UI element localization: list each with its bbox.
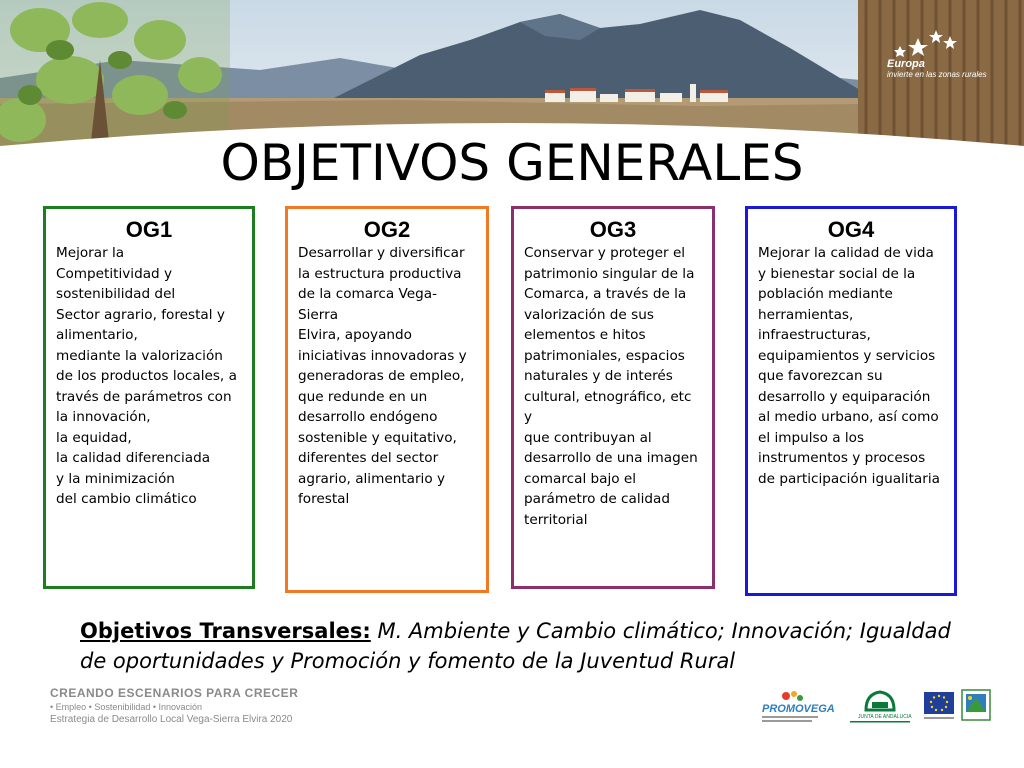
eu-slogan-subtitle: invierte en las zonas rurales (887, 70, 987, 79)
junta-wordmark: JUNTA DE ANDALUCIA (858, 714, 912, 720)
objective-code: OG4 (827, 217, 875, 242)
objective-box-og3 (511, 206, 715, 589)
objective-box-og2 (285, 206, 489, 593)
junta-andalucia-logo (850, 692, 912, 723)
objective-text: Mejorar la Competitividad y sostenibilidad del Sector agrario, forestal y alimentario, mediante la valorización de los productos locales, a través de parámetros con la innovación, la equidad, la calidad diferenciada y la minimización del cambio climático (56, 245, 237, 507)
objective-text: Mejorar la calidad de vida y bienestar social de la población mediante herramientas, infraestructuras, equipamientos y servicios que favorezcan su desarrollo y equiparación al medio urbano, así como el impulso a los instrumentos y procesos de participación igualitaria (758, 245, 940, 487)
eu-flag-icon (924, 692, 954, 719)
objective-code: OG1 (125, 217, 173, 242)
footer-slogan: CREANDO ESCENARIOS PARA CRECER (50, 686, 299, 700)
eu-slogan (887, 58, 987, 79)
footer-strategy (50, 686, 298, 725)
footer-strategy-name: Estrategia de Desarrollo Local Vega-Sierra Elvira 2020 (50, 714, 293, 725)
footer-pillars: • Empleo • Sostenibilidad • Innovación (50, 702, 203, 712)
objective-code: OG2 (363, 217, 411, 242)
page-title: OBJETIVOS GENERALES (220, 134, 804, 192)
landscape-illustration (0, 0, 1024, 150)
logo-strip (758, 688, 998, 728)
eu-slogan-title: Europa (887, 58, 925, 70)
objective-box-og1 (43, 206, 255, 589)
header-banner (0, 0, 1024, 150)
promovega-logo (762, 691, 835, 722)
partner-logos (758, 688, 998, 728)
transversal-label: Objetivos Transversales: (80, 619, 371, 643)
objective-code: OG3 (589, 217, 637, 242)
transversal-objectives (80, 616, 960, 676)
leader-logo-icon (962, 690, 990, 720)
promovega-wordmark: PROMOVEGA (762, 703, 835, 715)
objective-text: Desarrollar y diversificar la estructura productiva de la comarca Vega-Sierra Elvira, apoyando iniciativas innovadoras y generadoras de empleo, que redunde en un desarrollo endógeno sostenible y equitativo, diferentes del sector agrario, alimentario y forestal (298, 245, 467, 507)
objective-text: Conservar y proteger el patrimonio singular de la Comarca, a través de la valorización de sus elementos e hitos patrimoniales, espacios naturales y de interés cultural, etnográfico, etc y que contribuyan al desarrollo de una imagen comarcal bajo el parámetro de calidad territorial (524, 245, 698, 528)
objective-box-og4 (745, 206, 957, 596)
transversal-value: M. Ambiente y Cambio climático; Innovación; Igualdad de oportunidades y Promoción y fomento de la Juventud Rural (80, 619, 951, 673)
